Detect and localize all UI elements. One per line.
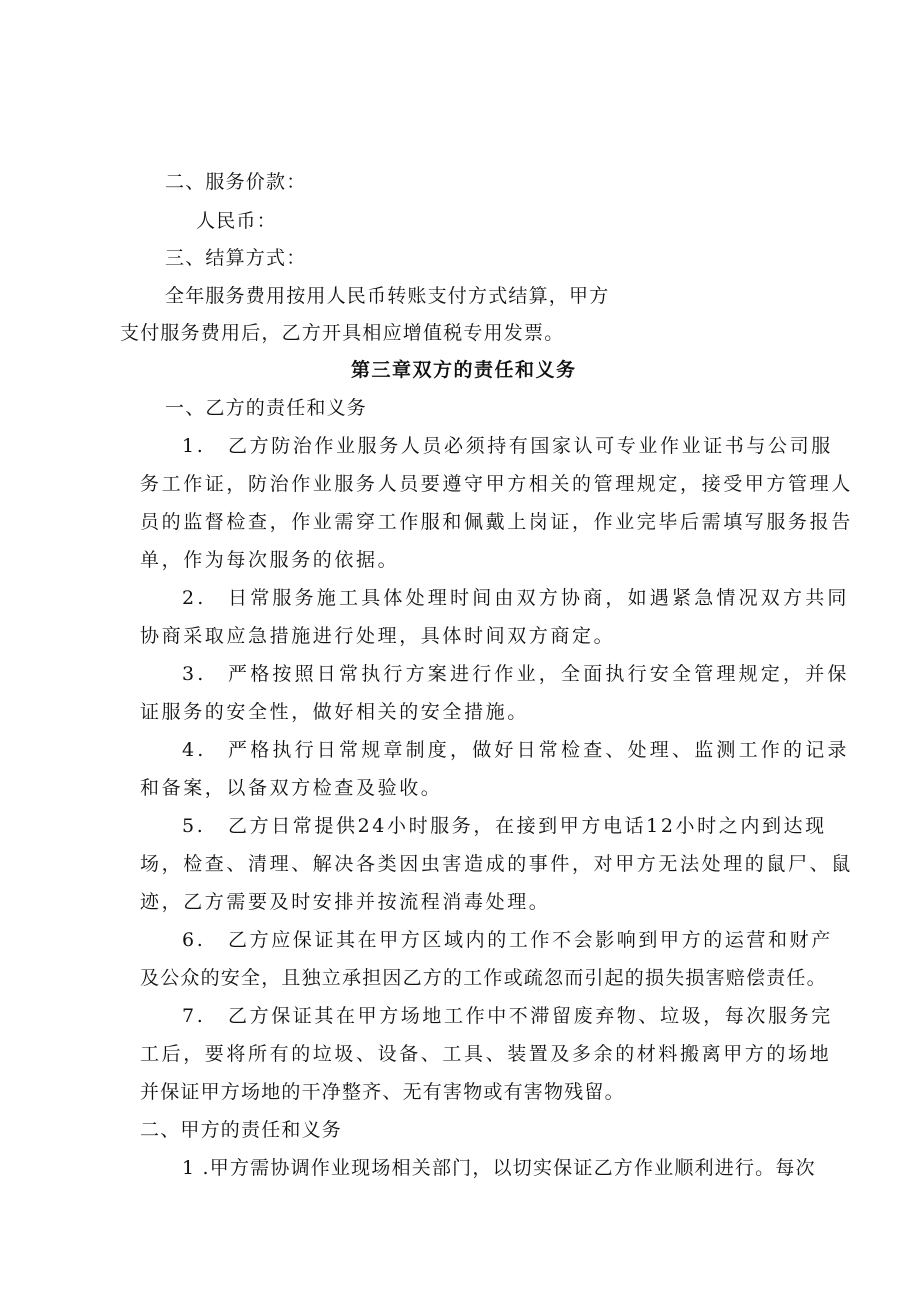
list-item-line: 及公众的安全，且独立承担因乙方的工作或疏忽而引起的损失损害赔偿责任。 (140, 967, 827, 989)
item-number: 1. (182, 435, 206, 457)
item-text: 日常服务施工具体处理时间由双方协商，如遇紧急情况双方共同 (228, 587, 850, 609)
item-text: 乙方日常提供24小时服务，在接到甲方电话12小时之内到达现 (228, 815, 827, 837)
list-item-first-line (182, 814, 827, 838)
list-item-line: 并保证甲方场地的干净整齐、无有害物或有害物残留。 (140, 1081, 625, 1103)
item-number: 3. (182, 663, 207, 685)
chapter-title: 第三章双方的责任和义务 (351, 359, 577, 381)
item-text: 严格按照日常执行方案进行作业，全面执行安全管理规定，并保 (228, 663, 850, 685)
list-item-first-line (182, 928, 833, 952)
list-item-first-line (182, 738, 850, 762)
list-item-line: 单，作为每次服务的依据。 (140, 549, 400, 571)
list-item-line: 迹，乙方需要及时安排并按流程消毒处理。 (140, 891, 551, 913)
item-number: 4. (182, 739, 207, 761)
list-item-line: 和备案，以备双方检查及验收。 (140, 777, 443, 799)
list-item-line: 协商采取应急措施进行处理，具体时间双方商定。 (140, 625, 616, 647)
list-item-first-line (182, 434, 833, 458)
list-item-line: 工后，要将所有的垃圾、设备、工具、装置及多余的材料搬离甲方的场地 (140, 1043, 832, 1065)
partyA-heading: 二、甲方的责任和义务 (140, 1119, 343, 1141)
list-item-line: 务工作证，防治作业服务人员要遵守甲方相关的管理规定，接受甲方管理人 (140, 473, 853, 495)
list-item-line: 证服务的安全性，做好相关的安全措施。 (140, 701, 529, 723)
settlement-heading: 三、结算方式： (165, 247, 307, 269)
settlement-text-line: 支付服务费用后，乙方开具相应增值税专用发票。 (120, 322, 565, 344)
item-text: 乙方保证其在甲方场地工作中不滞留废弃物、垃圾，每次服务完 (228, 1005, 833, 1027)
list-item-first-line (182, 1004, 833, 1028)
item-text: 严格执行日常规章制度，做好日常检查、处理、监测工作的记录 (228, 739, 850, 761)
partyB-heading: 一、乙方的责任和义务 (165, 397, 368, 419)
item-number: 2. (182, 587, 207, 609)
item-text: 乙方应保证其在甲方区域内的工作不会影响到甲方的运营和财产 (228, 929, 833, 951)
list-item-first-line (182, 662, 850, 686)
settlement-text-line: 全年服务费用按用人民币转账支付方式结算，甲方 (165, 285, 610, 307)
item-number: 6. (182, 929, 206, 951)
list-item-first-line (182, 586, 850, 610)
list-item-line: 场，检查、清理、解决各类因虫害造成的事件，对甲方无法处理的鼠尸、鼠 (140, 853, 853, 875)
item-text: 乙方防治作业服务人员必须持有国家认可专业作业证书与公司服 (228, 435, 833, 457)
item-number: 5. (182, 815, 206, 837)
item-number: 7. (182, 1005, 206, 1027)
list-item-line: 员的监督检查，作业需穿工作服和佩戴上岗证，作业完毕后需填写服务报告 (140, 511, 853, 533)
price-heading: 二、服务价款： (165, 171, 307, 193)
list-item-first-line: 1 .甲方需协调作业现场相关部门，以切实保证乙方作业顺利进行。每次 (182, 1157, 816, 1179)
price-rmb-label: 人民币： (196, 210, 277, 232)
